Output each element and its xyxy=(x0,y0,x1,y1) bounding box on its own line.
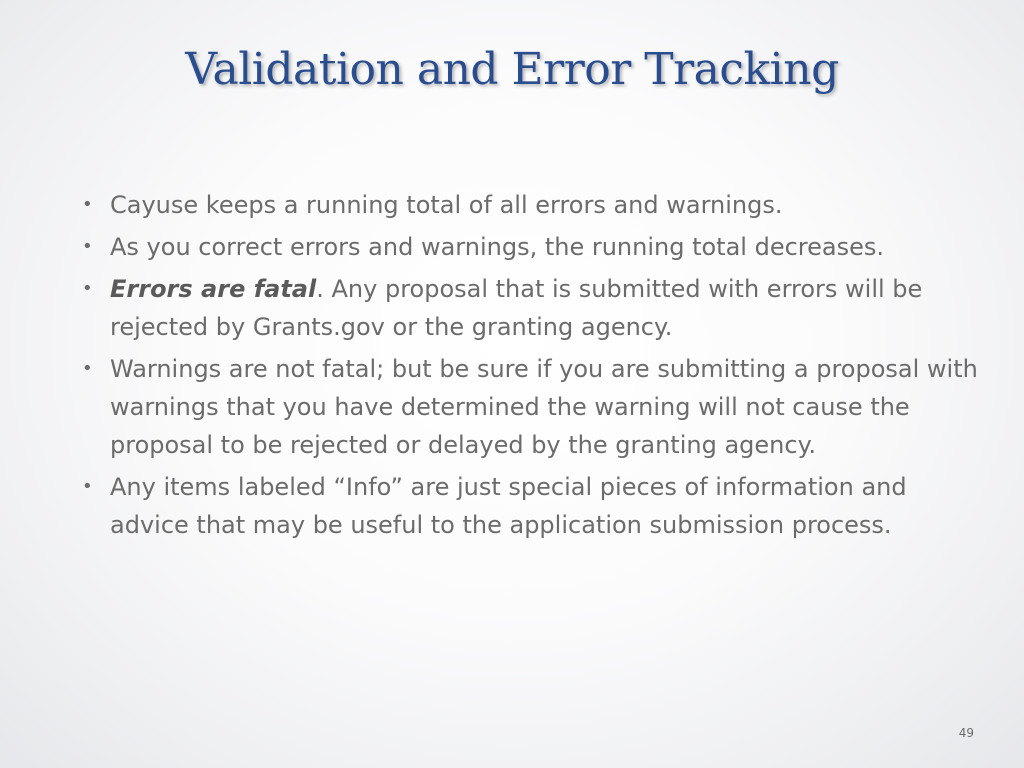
bullet-list xyxy=(78,186,978,548)
bullet-item xyxy=(78,350,978,464)
bullet-dot-icon: • xyxy=(82,278,93,299)
bullet-item xyxy=(78,270,978,346)
bullet-text: Warnings are not fatal; but be sure if you are submitting a proposal with warnings that you have determined the warning will not cause the proposal to be rejected or delayed by the granting agency. xyxy=(110,355,978,459)
bullet-dot-icon: • xyxy=(82,236,93,257)
page-number: 49 xyxy=(958,726,974,740)
bullet-dot-icon: • xyxy=(82,476,93,497)
bullet-text: . Any proposal that is submitted with errors will be rejected by Grants.gov or the granting agency. xyxy=(110,275,923,341)
bullet-item xyxy=(78,186,978,224)
bullet-dot-icon: • xyxy=(82,194,93,215)
bullet-item xyxy=(78,468,978,544)
bullet-dot-icon: • xyxy=(82,358,93,379)
bullet-item xyxy=(78,228,978,266)
slide-title: Validation and Error Tracking xyxy=(185,44,839,95)
bullet-text: As you correct errors and warnings, the running total decreases. xyxy=(110,233,884,261)
bullet-text: Cayuse keeps a running total of all errors and warnings. xyxy=(110,191,783,219)
bullet-text: Any items labeled “Info” are just special pieces of information and advice that may be useful to the application submission process. xyxy=(110,473,907,539)
bullet-emphasis-text: Errors are fatal xyxy=(110,275,317,303)
